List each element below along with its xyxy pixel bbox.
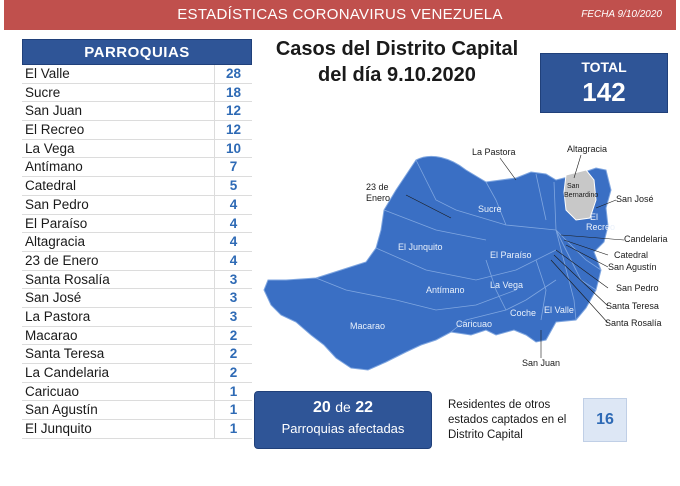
parish-name: El Recreo: [25, 122, 85, 138]
parish-name: La Pastora: [25, 308, 91, 324]
parish-count: 3: [214, 289, 252, 307]
parish-count: 1: [214, 401, 252, 419]
parish-name: Santa Rosalía: [25, 271, 110, 287]
affected-parishes-box: [254, 391, 432, 449]
parish-count: 5: [214, 177, 252, 195]
parish-count: 2: [214, 345, 252, 363]
total-box: [540, 53, 668, 113]
table-row: [22, 289, 252, 308]
table-row: [22, 102, 252, 121]
district-map: [256, 130, 680, 380]
label-23-enero-1: 23 de: [366, 182, 389, 192]
map-region: [264, 156, 611, 370]
table-row: [22, 364, 252, 383]
table-row: [22, 215, 252, 234]
label-la-pastora: La Pastora: [472, 147, 516, 157]
label-catedral: Catedral: [614, 250, 649, 260]
parish-name: Altagracia: [25, 234, 86, 250]
parish-name: Antímano: [25, 159, 83, 175]
label-altagracia: Altagracia: [567, 144, 608, 154]
banner-date: FECHA 9/10/2020: [581, 9, 662, 20]
label-sucre: Sucre: [478, 204, 502, 214]
label-macarao: Macarao: [350, 321, 386, 331]
parish-name: Macarao: [25, 327, 78, 343]
parish-count: 3: [214, 271, 252, 289]
table-row: [22, 420, 252, 439]
parish-name: Caricuao: [25, 383, 80, 399]
parish-count: 1: [214, 420, 252, 438]
label-san-agustin: San Agustín: [608, 262, 657, 272]
parish-count: 2: [214, 364, 252, 382]
table-row: [22, 345, 252, 364]
residents-text: Residentes de otros estados captados en el Distrito Capital: [448, 399, 567, 441]
label-caricuao: Caricuao: [456, 319, 493, 329]
affected-of: de: [335, 399, 351, 415]
parish-name: El Valle: [25, 66, 70, 81]
parish-count: 12: [214, 121, 252, 139]
parish-name: San Juan: [25, 103, 83, 119]
table-row: [22, 158, 252, 177]
parish-count: 10: [214, 140, 252, 158]
label-el-recreo-2: Recreo: [586, 222, 616, 232]
parish-count: 12: [214, 102, 252, 120]
parish-name: Santa Teresa: [25, 346, 105, 362]
affected-label: Parroquias afectadas: [281, 421, 405, 436]
label-san-jose: San José: [616, 194, 654, 204]
label-la-vega: La Vega: [490, 280, 524, 290]
map-title: [262, 36, 532, 88]
parroquias-table: [22, 39, 252, 439]
label-antimano: Antímano: [426, 285, 465, 295]
table-header: PARROQUIAS: [22, 39, 252, 65]
parish-count: 4: [214, 196, 252, 214]
table-row: [22, 271, 252, 290]
label-san-pedro: San Pedro: [616, 283, 659, 293]
table-row: [22, 401, 252, 420]
table-row: [22, 140, 252, 159]
parish-count: 4: [214, 233, 252, 251]
parish-name: San José: [25, 290, 82, 306]
banner-title: ESTADÍSTICAS CORONAVIRUS VENEZUELA: [177, 6, 503, 23]
total-value: 142: [582, 77, 626, 107]
table-row: [22, 177, 252, 196]
label-el-paraiso: El Paraíso: [490, 250, 532, 260]
parish-name: La Candelaria: [25, 365, 110, 380]
label-el-junquito: El Junquito: [398, 242, 443, 252]
label-santa-teresa: Santa Teresa: [606, 301, 659, 311]
table-row: [22, 308, 252, 327]
parish-name: 23 de Enero: [25, 252, 99, 268]
table-row: [22, 65, 252, 84]
label-san-juan: San Juan: [522, 358, 561, 368]
label-san-bernardino-1: San: [567, 183, 580, 190]
parish-count: 4: [214, 215, 252, 233]
map-title-line2: del día 9.10.2020: [318, 64, 476, 86]
parish-name: La Vega: [25, 140, 75, 156]
affected-total: 22: [355, 399, 374, 416]
label-coche: Coche: [510, 308, 537, 318]
table-row: [22, 233, 252, 252]
table-row: [22, 196, 252, 215]
parish-name: El Junquito: [25, 421, 92, 437]
label-el-valle: El Valle: [544, 305, 574, 315]
parish-count: 18: [214, 84, 252, 102]
label-candelaria: Candelaria: [624, 234, 668, 244]
residents-value: 16: [583, 398, 627, 442]
label-el-recreo-1: El: [590, 212, 599, 222]
parish-count: 1: [214, 383, 252, 401]
top-banner: [4, 0, 676, 30]
label-23-enero-2: Enero: [366, 193, 391, 203]
parish-name: Catedral: [25, 178, 77, 194]
table-row: [22, 84, 252, 103]
label-san-bernardino-2: Bernardino: [564, 192, 599, 199]
parish-name: San Agustín: [25, 402, 98, 418]
parish-count: 7: [214, 158, 252, 176]
table-row: [22, 327, 252, 346]
table-row: [22, 252, 252, 271]
total-label: TOTAL: [581, 59, 627, 75]
parish-count: 2: [214, 327, 252, 345]
map-title-line1: Casos del Distrito Capital: [275, 38, 519, 60]
table-row: [22, 121, 252, 140]
parish-count: 4: [214, 252, 252, 270]
parish-name: San Pedro: [25, 196, 89, 212]
parish-name: El Paraíso: [25, 215, 88, 231]
parish-count: 28: [214, 65, 252, 83]
table-row: [22, 383, 252, 402]
table-body: [22, 65, 252, 439]
affected-count: 20: [312, 399, 331, 416]
label-santa-rosalia: Santa Rosalía: [605, 318, 662, 328]
parish-name: Sucre: [25, 84, 61, 100]
affected-count-line: [255, 399, 431, 417]
parish-count: 3: [214, 308, 252, 326]
